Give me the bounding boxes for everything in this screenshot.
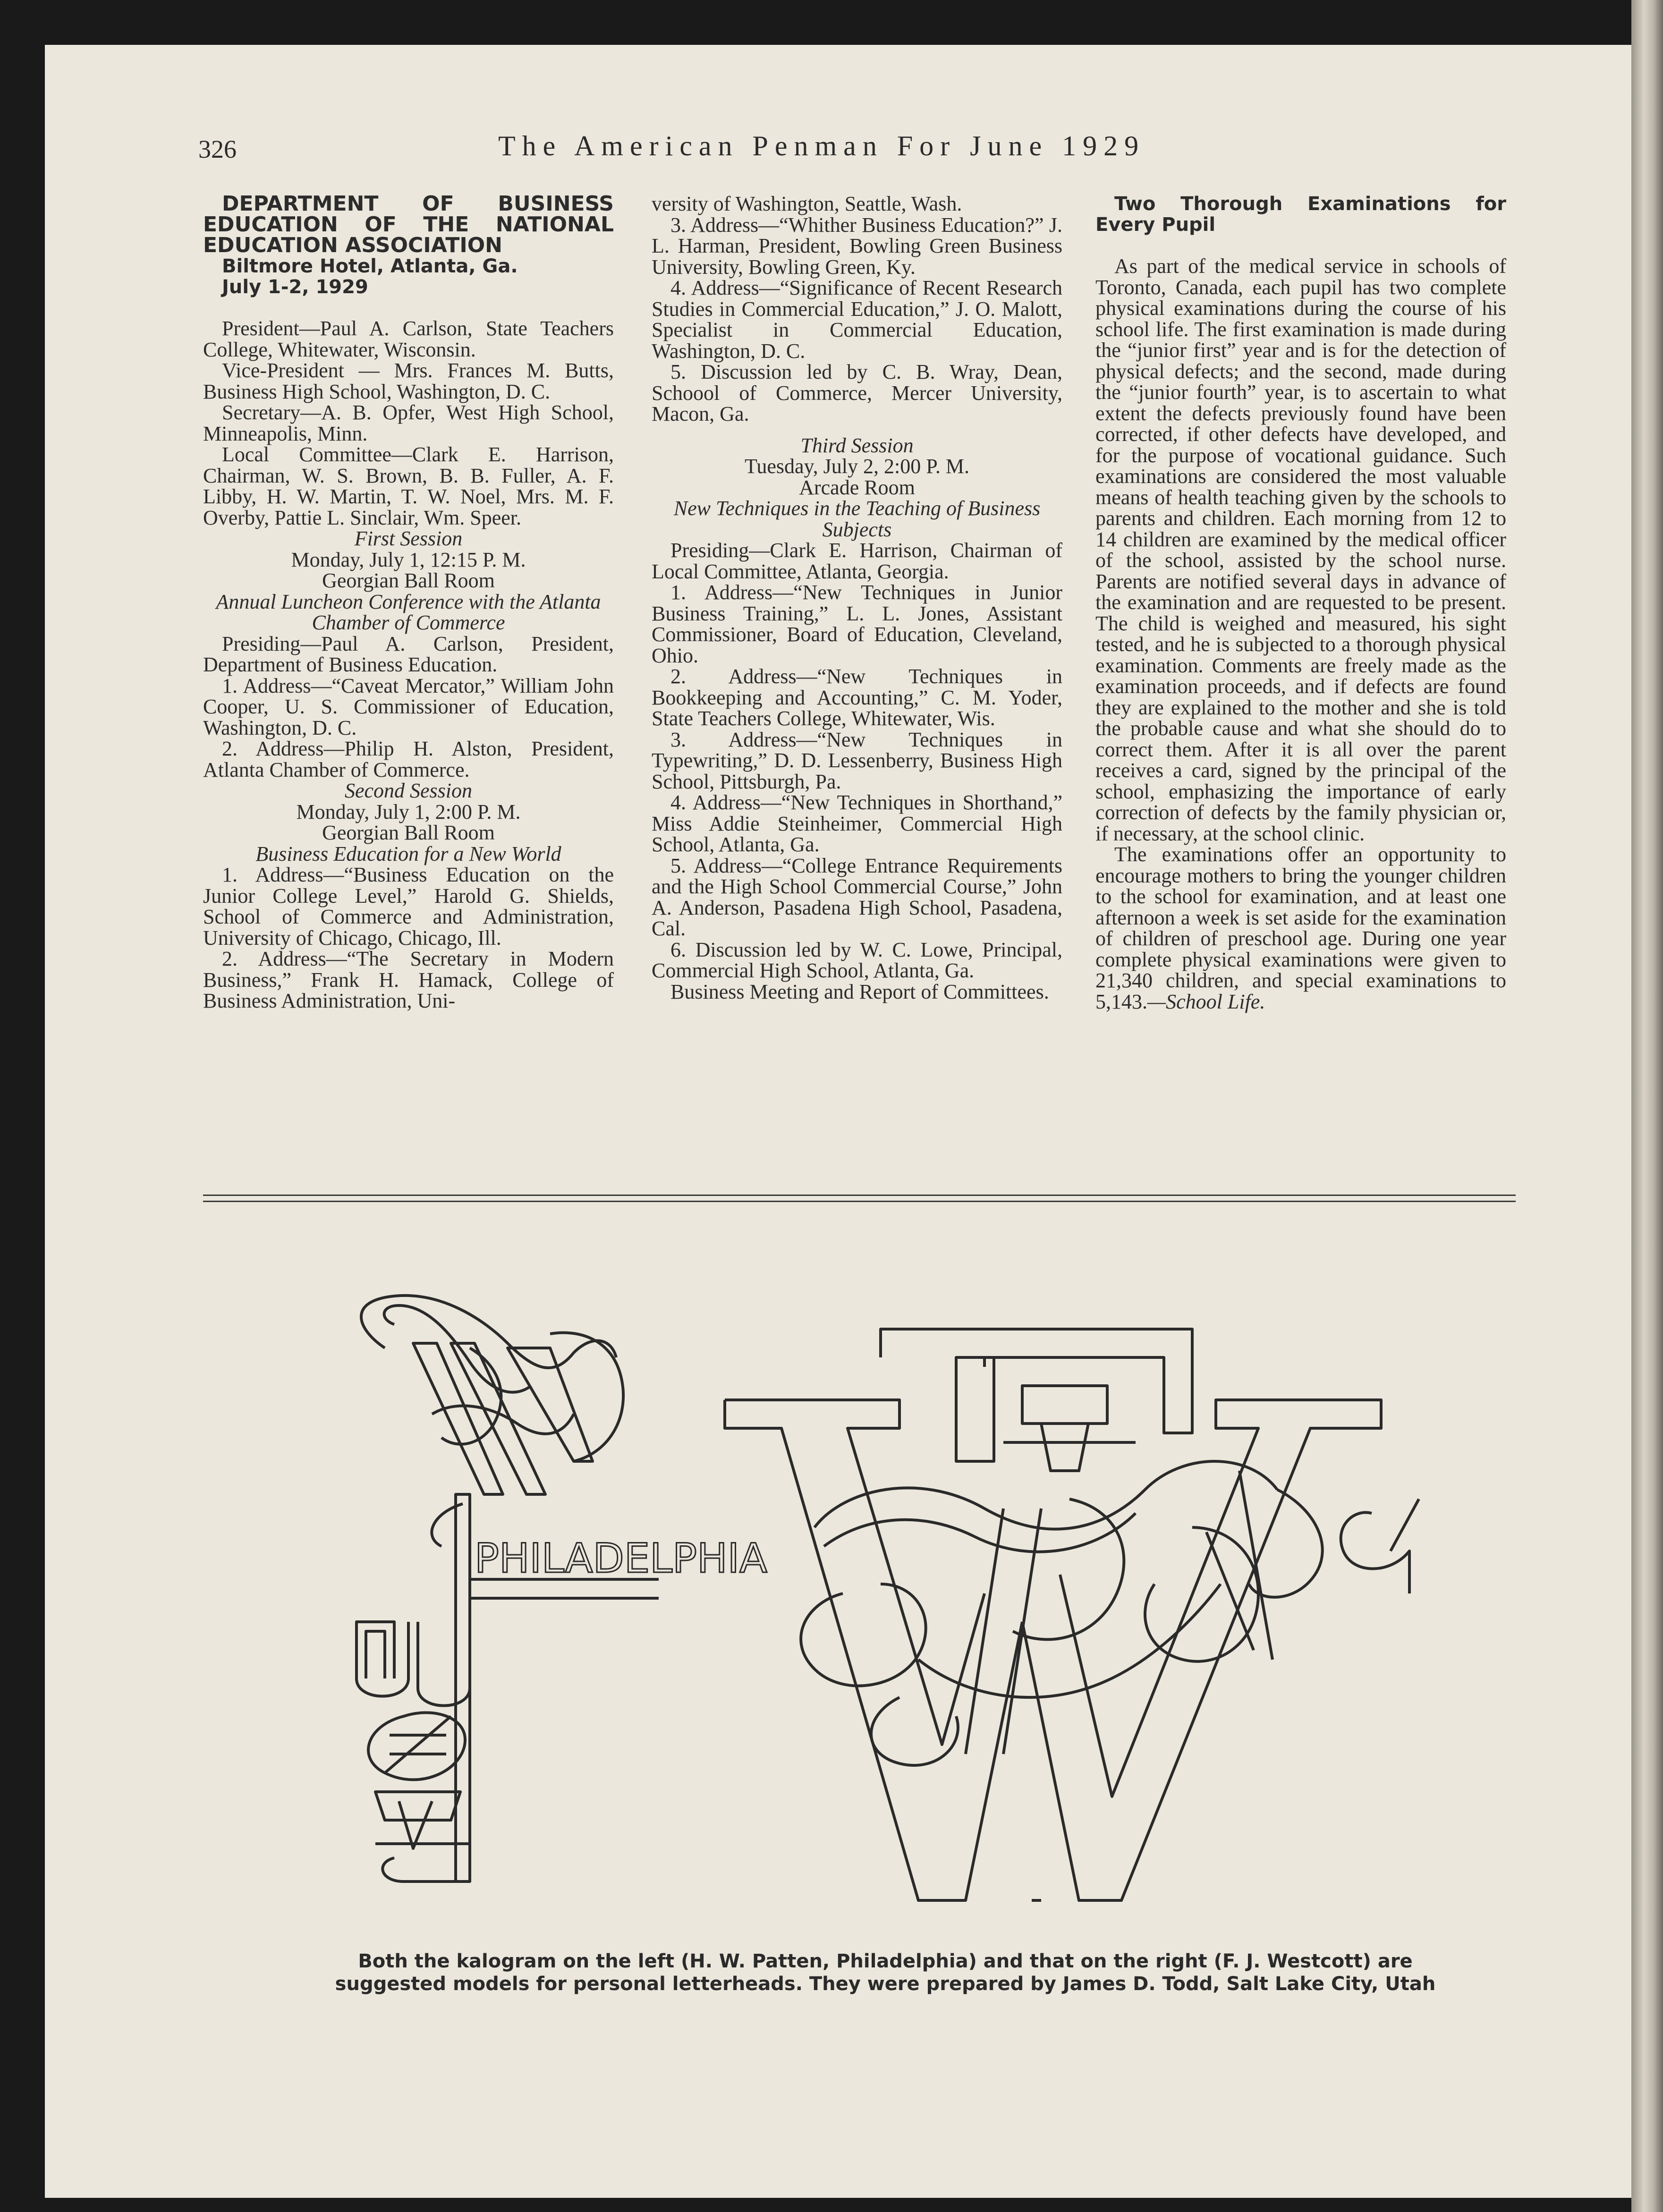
meeting-location: Biltmore Hotel, Atlanta, Ga. xyxy=(222,255,518,277)
article-paragraph: As part of the medical service in schools of Toronto, Canada, each pupil has two complete physical examinations during the course of his school life. The first examination is made during the “junior first” year and is for the detection of physical defects; and the second, made during the “junior fourth” year, is to ascertain to what extent the defects previously found have been corrected, if other defects have developed, and for the purpose of vocational guidance. Such examinations are considered the most valuable means of health teaching given by the schools to parents and children. Each morning from 12 to 14 children are examined by the medical officer of the school, assisted by the school nurse. Parents are notified several days in advance of the examination and are requested to be present. The child is weighed and measured, his sight tested, and he is subjected to a thorough physical examination. Comments are freely made as the examination proceeds, and if defects are found they are explained to the mother and she is told the probable cause and what she should do to correct them. After it is all over the parent receives a card, signed by the principal of the school, emphasizing the importance of early correction of defects by the family physician or, if necessary, at the school clinic. xyxy=(1095,254,1506,845)
program-item: 4. Address—“New Techniques in Shorthand,” Miss Addie Steinheimer, Commercial High School, Atlanta, Ga. xyxy=(652,791,1062,856)
westcott-kalogram-illustration xyxy=(720,1329,1461,1910)
program-item: 4. Address—“Significance of Recent Research Studies in Commercial Education,” J. O. Malott, Specialist in Commercial Education, Washington, D. C. xyxy=(652,276,1062,363)
philadelphia-lettering: PHILADELPHIA xyxy=(475,1535,767,1582)
session-title: Third Session xyxy=(800,433,914,457)
session-title: Second Session xyxy=(344,779,473,802)
program-item: Presiding—Clark E. Harrison, Chairman of Local Committee, Atlanta, Georgia. xyxy=(652,539,1062,583)
page-number: 326 xyxy=(198,135,237,163)
adjacent-page-edge xyxy=(1631,0,1663,2212)
program-item: 1. Address—“Business Education on the Junior College Level,” Harold G. Shields, School of Commerce and Administration, University of Chicago, Chicago, Ill. xyxy=(203,863,614,949)
article-source: —School Life. xyxy=(1147,990,1265,1013)
program-item: 2. Address—Philip H. Alston, President, Atlanta Chamber of Commerce. xyxy=(203,737,614,781)
meeting-dates: July 1-2, 1929 xyxy=(222,276,368,298)
left-column xyxy=(203,194,614,1012)
session-place: Georgian Ball Room xyxy=(322,821,495,844)
session-title: First Session xyxy=(354,527,463,550)
separator-rule-top xyxy=(203,1195,1516,1196)
session-theme: Annual Luncheon Conference with the Atlanta Chamber of Commerce xyxy=(216,590,601,634)
program-item: Business Meeting and Report of Committees. xyxy=(670,980,1049,1003)
program-item: 2. Address—“The Secretary in Modern Business,” Frank H. Hamack, College of Business Administration, Uni- xyxy=(203,947,614,1012)
session-theme: Business Education for a New World xyxy=(255,842,561,865)
program-item: 6. Discussion led by W. C. Lowe, Principal, Commercial High School, Atlanta, Ga. xyxy=(652,938,1062,982)
session-theme: New Techniques in the Teaching of Business Subjects xyxy=(673,497,1041,541)
session-time: Monday, July 1, 12:15 P. M. xyxy=(291,548,526,571)
magazine-page xyxy=(45,45,1631,2198)
patten-kalogram-illustration xyxy=(328,1291,767,1905)
program-item: 5. Address—“College Entrance Requirements and the High School Commercial Course,” John A. Anderson, Pasadena High School, Pasadena, Cal. xyxy=(652,854,1062,940)
middle-column xyxy=(652,194,1062,1002)
local-committee: Local Committee—Clark E. Harrison, Chairman, W. S. Brown, B. B. Fuller, A. F. Libby, H. W. Martin, T. W. Noel, Mrs. M. F. Overby, Pattie L. Sinclair, Wm. Speer. xyxy=(203,443,614,529)
program-item: 3. Address—“Whither Business Education?” J. L. Harman, President, Bowling Green Business University, Bowling Green, Ky. xyxy=(652,213,1062,279)
article-paragraph xyxy=(1095,844,1506,1012)
officer-secretary: Secretary—A. B. Opfer, West High School, Minneapolis, Minn. xyxy=(203,401,614,445)
program-item: 1. Address—“New Techniques in Junior Business Training,” L. L. Jones, Assistant Commissioner, Board of Education, Cleveland, Ohio. xyxy=(652,581,1062,667)
article-heading: Two Thorough Examinations for Every Pupil xyxy=(1095,193,1506,236)
department-heading: DEPARTMENT OF BUSINESS EDUCATION OF THE NATIONAL EDUCATION ASSOCIATION xyxy=(203,192,614,257)
program-item: 1. Address—“Caveat Mercator,” William John Cooper, U. S. Commissioner of Education, Washington, D. C. xyxy=(203,674,614,739)
right-column xyxy=(1095,194,1506,1012)
program-item: 2. Address—“New Techniques in Bookkeeping and Accounting,” C. M. Yoder, State Teachers College, Whitewater, Wis. xyxy=(652,665,1062,730)
running-header: The American Penman For June 1929 xyxy=(498,130,1145,161)
program-item: versity of Washington, Seattle, Wash. xyxy=(652,192,962,215)
officer-vice-president: Vice-President — Mrs. Frances M. Butts, Business High School, Washington, D. C. xyxy=(203,359,614,403)
session-time: Monday, July 1, 2:00 P. M. xyxy=(296,800,521,823)
article-last-text: The examinations offer an opportunity to encourage mothers to bring the younger children to the school for examination, and at least one afternoon a week is set aside for the examination of children of preschool age. During one year complete physical examinations were given to 21,340 children, and special examinations to 5,143. xyxy=(1095,843,1506,1013)
program-item: Presiding—Paul A. Carlson, President, Department of Business Education. xyxy=(203,632,614,676)
figure-caption: Both the kalogram on the left (H. W. Patten, Philadelphia) and that on the right (F. J. Westcott) are suggested models for personal letterheads. They were prepared by James D. Todd, Salt Lake City, Utah xyxy=(335,1950,1436,1995)
program-item: 5. Discussion led by C. B. Wray, Dean, Schoool of Commerce, Mercer University, Macon, Ga. xyxy=(652,360,1062,425)
officer-president: President—Paul A. Carlson, State Teachers College, Whitewater, Wisconsin. xyxy=(203,317,614,361)
session-place: Arcade Room xyxy=(799,475,915,499)
separator-rule-bottom xyxy=(203,1201,1516,1202)
session-place: Georgian Ball Room xyxy=(322,569,495,592)
program-item: 3. Address—“New Techniques in Typewriting,” D. D. Lessenberry, Business High School, Pittsburgh, Pa. xyxy=(652,728,1062,793)
session-time: Tuesday, July 2, 2:00 P. M. xyxy=(745,455,969,478)
